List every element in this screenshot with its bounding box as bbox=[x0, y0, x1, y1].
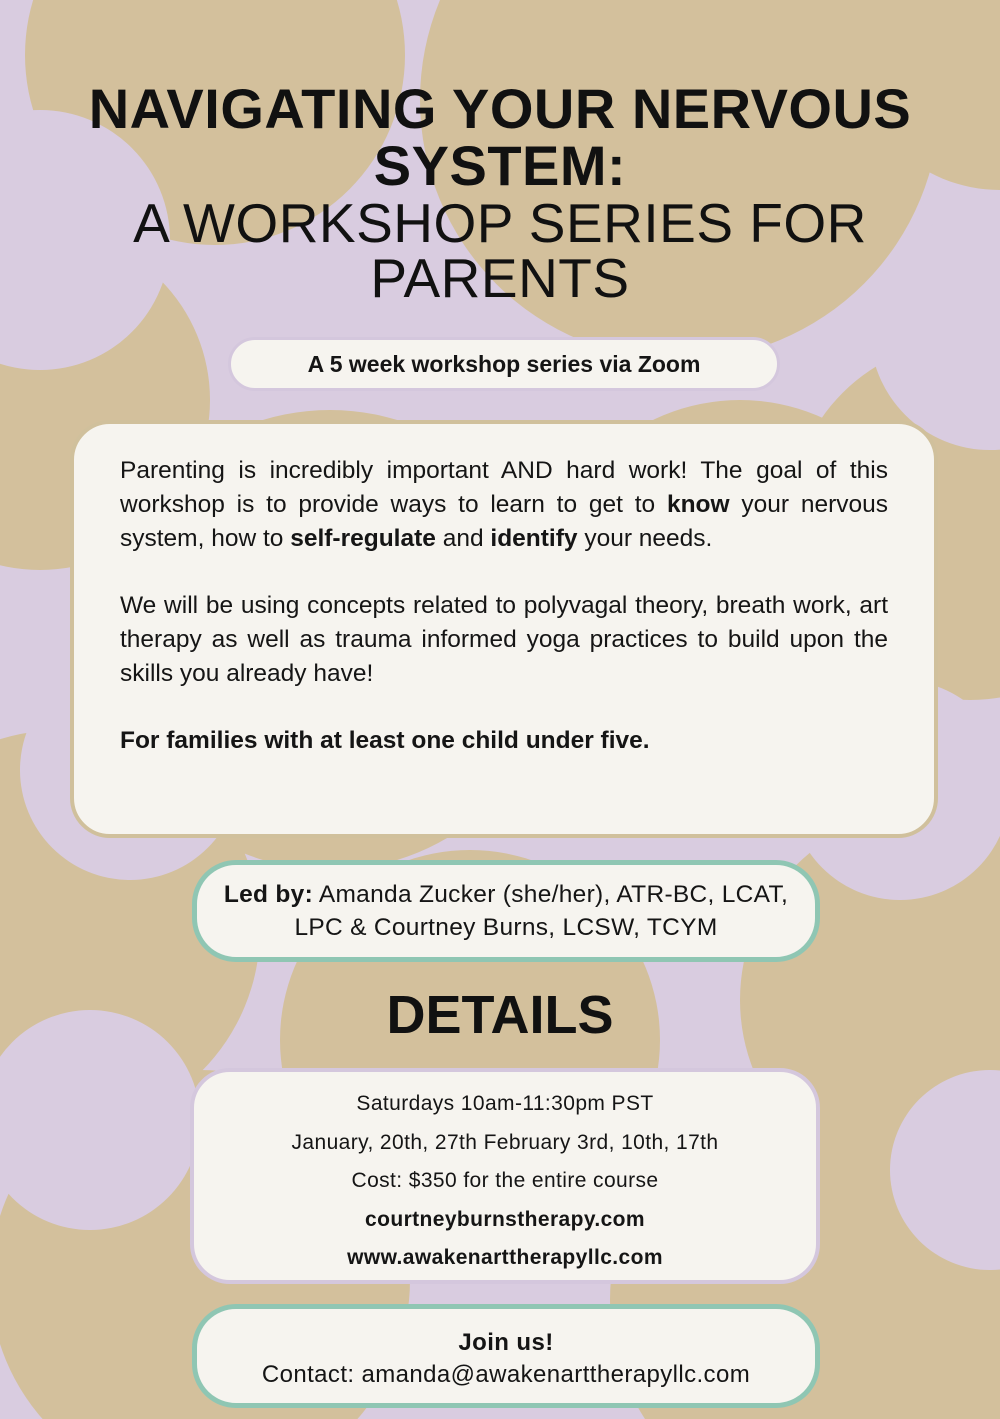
page-title: NAVIGATING YOUR NERVOUS SYSTEM: bbox=[88, 77, 912, 197]
website-link-2[interactable]: www.awakenarttherapyllc.com bbox=[347, 1246, 663, 1269]
contact-email[interactable]: Contact: amanda@awakenarttherapyllc.com bbox=[261, 1361, 751, 1388]
details-card bbox=[190, 1068, 820, 1284]
facilitators-card bbox=[192, 860, 820, 962]
website-link-1[interactable]: courtneyburnstherapy.com bbox=[365, 1207, 645, 1231]
details-heading: DETAILS bbox=[386, 985, 614, 1045]
description-paragraph-1: Parenting is incredibly important AND hard work! The goal of this workshop is to provide ways to learn to get to know your nervous system, how to self-regulate and identify your needs. bbox=[120, 457, 889, 552]
description-audience: For families with at least one child under five. bbox=[120, 727, 650, 754]
contact-card bbox=[192, 1304, 820, 1408]
page-subtitle: A WORKSHOP SERIES FOR PARENTS bbox=[133, 192, 867, 309]
description-paragraph-2: We will be using concepts related to polyvagal theory, breath work, art therapy as well as trauma informed yoga practices to build upon the skills you already have! bbox=[120, 592, 888, 687]
dates-text: January, 20th, 27th February 3rd, 10th, 17th bbox=[291, 1130, 719, 1154]
facilitators-text: Led by: Amanda Zucker (she/her), ATR-BC, LCAT, LPC & Courtney Burns, LCSW, TCYM bbox=[223, 881, 789, 941]
schedule-text: Saturdays 10am-11:30pm PST bbox=[356, 1092, 654, 1115]
description-card bbox=[70, 420, 938, 838]
tagline-text: A 5 week workshop series via Zoom bbox=[307, 350, 701, 377]
join-heading: Join us! bbox=[458, 1329, 554, 1356]
tagline-pill bbox=[228, 337, 780, 391]
cost-text: Cost: $350 for the entire course bbox=[351, 1169, 659, 1192]
